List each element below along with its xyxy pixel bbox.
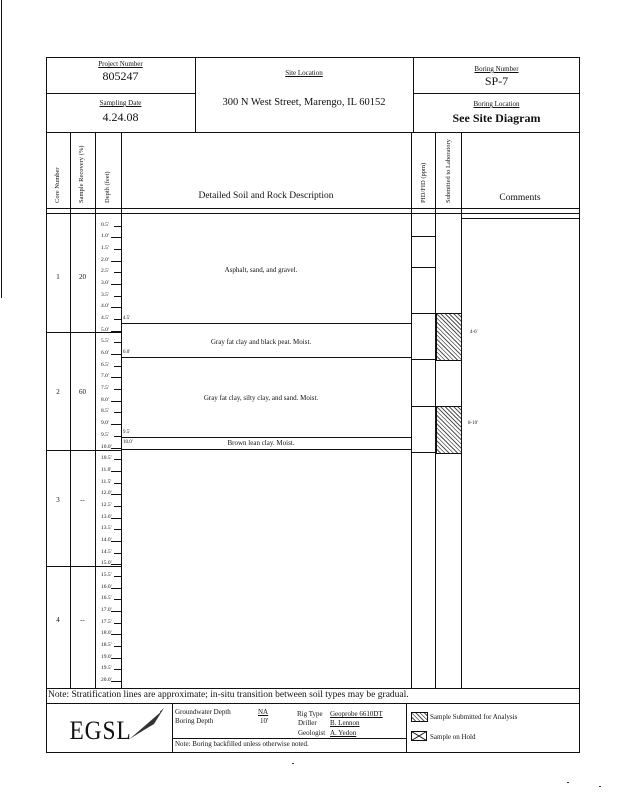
depth-tick [114, 529, 121, 530]
depth-tick [114, 506, 121, 507]
table-bottom [46, 688, 580, 689]
depth-tick [114, 249, 121, 250]
depth-tick-label: 4.0' [101, 303, 109, 310]
depth-tick-label: 12.0' [101, 490, 112, 497]
core-div-1 [46, 332, 121, 333]
depth-tick-label: 5.5' [101, 338, 109, 345]
depth-tick [114, 669, 121, 670]
depth-tick [111, 518, 121, 519]
depth-tick [114, 412, 121, 413]
layer-boundary-9.5 [121, 437, 411, 438]
header-mid-left [46, 93, 195, 94]
header-mid-right [413, 93, 580, 94]
footnote: Note: Boring backfilled unless otherwise noted. [175, 740, 309, 748]
depth-tick-label: 8.0' [101, 396, 109, 403]
depth-tick [111, 588, 121, 589]
depth-tick [111, 494, 121, 495]
depth-tick [114, 459, 121, 460]
col-div-depth [121, 132, 122, 688]
footer-div-legend [406, 703, 407, 752]
frame-right [579, 57, 580, 753]
layer-label-10.0: 10.0' [123, 440, 133, 445]
depth-tick-label: 5.0' [101, 326, 109, 333]
core-number-header: Core Number [54, 167, 61, 203]
header-bottom [46, 132, 580, 133]
layer-boundary-6.0 [121, 357, 411, 358]
comments-top-line [461, 218, 579, 219]
boring-number: SP-7 [484, 74, 509, 88]
sample-recovery-header: Sample Recovery (%) [78, 145, 85, 203]
core-number-3: 3 [56, 496, 60, 504]
depth-tick [111, 611, 121, 612]
layer-label-4.5: 4.5' [123, 316, 131, 321]
depth-tick [111, 284, 121, 285]
depth-tick [114, 296, 121, 297]
legend-submitted-label: Sample Submitted for Analysis [430, 713, 518, 721]
frame-bottom [46, 752, 580, 753]
depth-tick-label: 19.0' [101, 653, 112, 660]
colhead-bottom-2 [46, 213, 580, 214]
groundwater-label: Groundwater Depth [175, 708, 231, 716]
pid-line-4 [411, 359, 435, 360]
depth-tick [111, 681, 121, 682]
submitted-sample-2 [436, 406, 462, 454]
pid-line-3 [411, 313, 435, 314]
depth-tick-label: 16.0' [101, 583, 112, 590]
depth-tick [111, 424, 121, 425]
core-div-2 [46, 450, 121, 451]
depth-tick [114, 272, 121, 273]
footer-note-line [172, 738, 406, 739]
depth-tick [111, 541, 121, 542]
col-div-desc [411, 132, 412, 688]
depth-tick [111, 307, 121, 308]
driller-label: Driller [298, 719, 317, 727]
depth-tick-label: 0.5' [101, 221, 109, 228]
boring-location-label: Boring Location [473, 100, 520, 108]
depth-tick [114, 226, 121, 227]
site-location-label: Site Location [285, 69, 323, 77]
comment-1: 4-6' [470, 330, 478, 335]
project-number: 805247 [102, 69, 139, 83]
groundwater-value: NA [258, 708, 269, 716]
layer-boundary-10.0 [121, 449, 411, 450]
layer-label-6.0: 6.0' [123, 350, 131, 355]
pid-header: PID/FID (ppm) [420, 162, 427, 203]
geologist-label: Geologist [298, 729, 326, 737]
depth-tick-label: 2.0' [101, 256, 109, 263]
depth-tick [111, 261, 121, 262]
pid-line-2 [411, 267, 435, 268]
depth-tick [111, 448, 121, 449]
depth-tick [114, 389, 121, 390]
frame-left [46, 57, 47, 753]
depth-tick-label: 1.0' [101, 233, 109, 240]
depth-tick-label: 20.0' [101, 677, 112, 683]
depth-tick [111, 471, 121, 472]
core-recovery-3: -- [80, 496, 85, 504]
depth-tick-label: 18.5' [101, 641, 112, 648]
depth-tick-label: 8.5' [101, 408, 109, 415]
stratification-note: Note: Stratification lines are approximate; in-situ transition between soil types may be gradual. [48, 690, 409, 700]
depth-tick [111, 354, 121, 355]
depth-tick-label: 18.0' [101, 630, 112, 637]
core-recovery-1: 20 [79, 273, 86, 281]
depth-tick-label: 11.5' [101, 478, 112, 485]
depth-tick-label: 13.5' [101, 525, 112, 532]
sampling-date-label: Sampling Date [99, 99, 142, 107]
depth-tick-label: 3.5' [101, 291, 109, 298]
pid-line-1 [411, 236, 435, 237]
rig-type-value: Geoprobe 6610DT [330, 710, 383, 718]
submitted-sample-1 [436, 313, 462, 361]
depth-tick-label: 10.0' [101, 443, 112, 450]
core-number-2: 2 [56, 388, 60, 396]
depth-tick-label: 17.5' [101, 618, 112, 625]
depth-tick [114, 366, 121, 367]
depth-tick [114, 623, 121, 624]
comment-2: 8-10' [468, 421, 479, 426]
project-number-label: Project Number [98, 60, 143, 68]
depth-tick-label: 14.5' [101, 548, 112, 555]
scan-speck [567, 782, 569, 783]
site-location: 300 N West Street, Marengo, IL 60152 [222, 97, 386, 108]
depth-tick [114, 483, 121, 484]
depth-tick-label: 14.0' [101, 536, 112, 543]
geologist-value: A. Yedon [330, 729, 357, 737]
layer-label-9.5: 9.5' [123, 430, 131, 435]
depth-tick-label: 9.0' [101, 420, 109, 427]
core-number-4: 4 [56, 616, 60, 624]
pid-line-5 [411, 406, 435, 407]
depth-tick [111, 237, 121, 238]
description-header: Detailed Soil and Rock Description [198, 191, 334, 201]
submitted-header: Submitted to Laboratory [445, 139, 452, 203]
egsl-logo: EGSL [69, 716, 132, 745]
scan-speck [599, 786, 601, 787]
depth-tick-label: 4.5' [101, 315, 109, 322]
depth-tick-label: 7.0' [101, 373, 109, 380]
frame-top [46, 57, 580, 58]
depth-tick-label: 6.5' [101, 361, 109, 368]
core-recovery-2: 60 [79, 388, 86, 396]
sampling-date: 4.24.08 [102, 110, 139, 124]
rig-type-label: Rig Type [297, 710, 323, 718]
legend-submitted-swatch [411, 712, 428, 722]
layer-desc-1: Asphalt, sand, and gravel. [224, 266, 298, 274]
layer-desc-2: Gray fat clay and black peat. Moist. [210, 338, 312, 346]
depth-tick-label: 12.5' [101, 501, 112, 508]
comments-header: Comments [499, 193, 541, 203]
colhead-bottom [46, 208, 580, 209]
scan-speck [292, 763, 294, 764]
depth-tick-label: 19.5' [101, 665, 112, 672]
col-div-core [70, 132, 71, 688]
core-number-1: 1 [56, 273, 60, 281]
depth-header: Depth (feet) [104, 171, 111, 203]
layer-desc-3: Gray fat clay, silty clay, and sand. Moist. [203, 394, 319, 402]
depth-tick-label: 15.0' [101, 560, 112, 567]
boring-number-label: Boring Number [474, 65, 519, 73]
depth-tick [114, 646, 121, 647]
depth-tick [111, 634, 121, 635]
footer-div-logo [172, 703, 173, 752]
depth-tick-label: 13.0' [101, 513, 112, 520]
depth-tick [111, 377, 121, 378]
depth-tick [111, 564, 121, 565]
depth-tick-label: 1.5' [101, 245, 109, 252]
boring-location: See Site Diagram [452, 111, 541, 125]
legend-hold-label: Sample on Hold [430, 733, 476, 741]
depth-tick [111, 401, 121, 402]
legend-hold-icon [411, 731, 427, 741]
depth-tick-label: 17.0' [101, 606, 112, 613]
depth-tick [111, 658, 121, 659]
depth-tick-label: 9.5' [101, 431, 109, 438]
depth-tick-label: 6.0' [101, 350, 109, 357]
col-div-recovery [95, 132, 96, 688]
depth-tick [111, 331, 121, 332]
depth-tick [114, 319, 121, 320]
depth-tick [114, 553, 121, 554]
driller-value: B. Lennon [330, 719, 360, 727]
depth-tick [114, 342, 121, 343]
depth-tick-label: 2.5' [101, 268, 109, 275]
depth-tick-label: 7.5' [101, 385, 109, 392]
depth-tick-label: 10.5' [101, 455, 112, 462]
depth-tick-label: 3.0' [101, 280, 109, 287]
depth-tick [114, 599, 121, 600]
boring-depth-value: 10' [260, 717, 269, 725]
depth-tick-label: 15.5' [101, 571, 112, 578]
layer-desc-5: Brown lean clay. Moist. [227, 439, 295, 447]
core-recovery-4: -- [80, 616, 85, 624]
pid-line-6 [411, 452, 435, 453]
depth-tick [114, 576, 121, 577]
depth-tick-label: 11.0' [101, 466, 112, 473]
depth-tick [114, 436, 121, 437]
layer-boundary-4.5 [121, 323, 411, 324]
feather-logo-icon [124, 704, 168, 744]
scan-edge [1, 0, 2, 298]
depth-tick-label: 16.5' [101, 595, 112, 602]
boring-depth-label: Boring Depth [175, 717, 214, 725]
